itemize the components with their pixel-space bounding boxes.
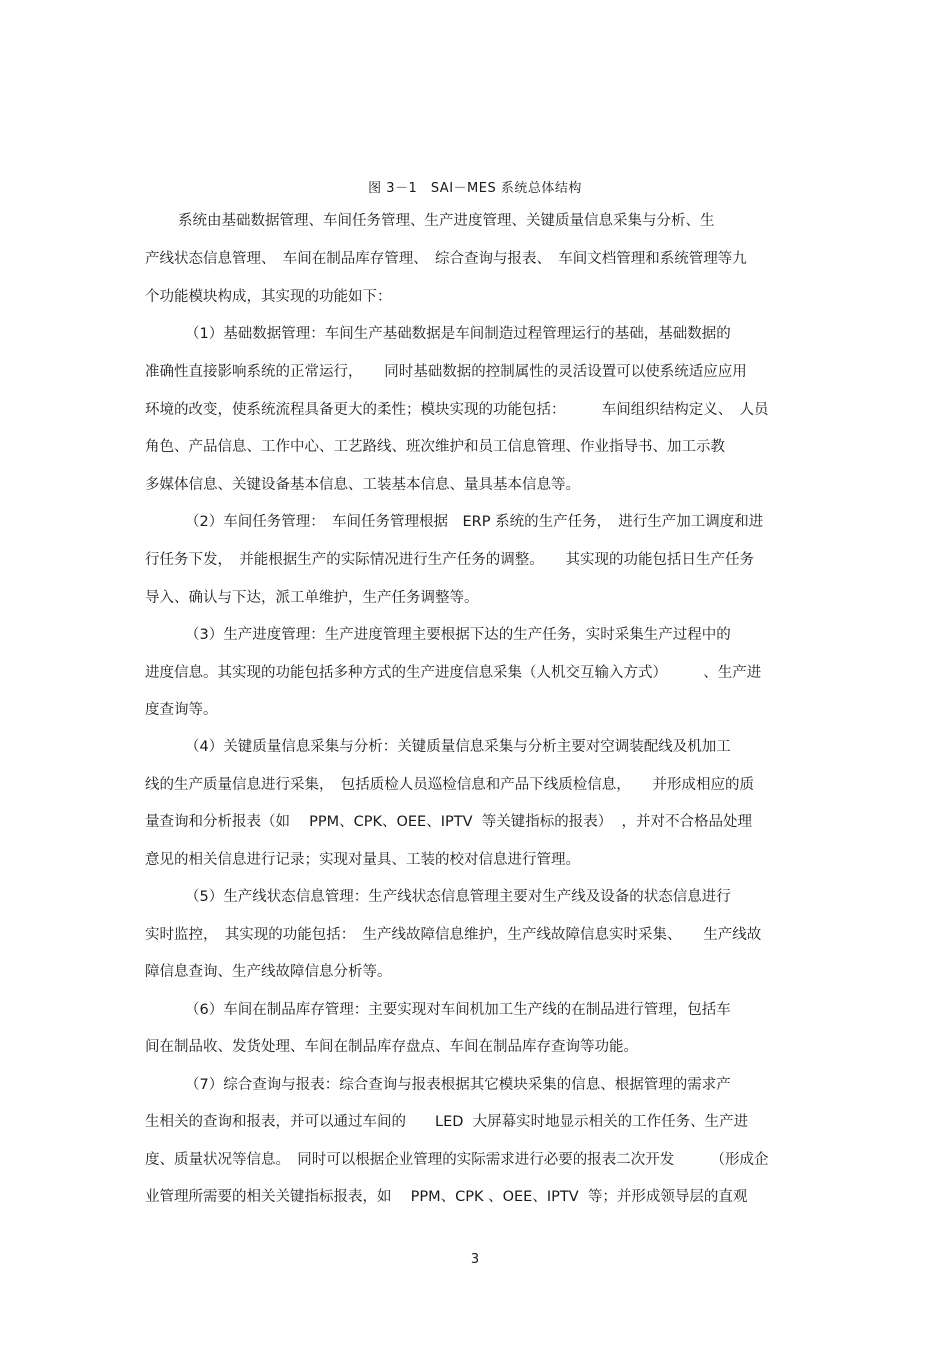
section-3-line: 进度信息。其实现的功能包括多种方式的生产进度信息采集（人机交互输入方式） 、生产进 — [145, 665, 762, 681]
section-4-line: （4）关键质量信息采集与分析：关键质量信息采集与分析主要对空调装配线及机加工 — [185, 739, 731, 755]
section-7-line: 生相关的查询和报表，并可以通过车间的 LED 大屏幕实时地显示相关的工作任务、生产进 — [145, 1114, 749, 1130]
figure-caption: 图 3－1 SAI－MES 系统总体结构 — [368, 181, 582, 196]
section-1-line: 多媒体信息、关键设备基本信息、工装基本信息、量具基本信息等。 — [145, 477, 580, 493]
section-6-line: 间在制品收、发货处理、车间在制品库存盘点、车间在制品库存查询等功能。 — [145, 1039, 638, 1055]
section-4-line: 量查询和分析报表（如 PPM、CPK、OEE、IPTV 等关键指标的报表） ，并对不合格品处理 — [145, 814, 752, 830]
section-3-line: 度查询等。 — [145, 702, 218, 718]
section-7-line: 业管理所需要的相关关键指标报表，如 PPM、CPK 、OEE、IPTV 等；并形成领导层的直观 — [145, 1189, 748, 1205]
section-7-line: 度、质量状况等信息。 同时可以根据企业管理的实际需求进行必要的报表二次开发 （形成企 — [145, 1152, 769, 1168]
section-4-line: 线的生产质量信息进行采集， 包括质检人员巡检信息和产品下线质检信息， 并形成相应的质 — [145, 777, 754, 793]
intro-line: 系统由基础数据管理、车间任务管理、生产进度管理、关键质量信息采集与分析、生 — [178, 213, 715, 229]
section-3-line: （3）生产进度管理：生产进度管理主要根据下达的生产任务，实时采集生产过程中的 — [185, 627, 731, 643]
intro-line: 产线状态信息管理、 车间在制品库存管理、 综合查询与报表、 车间文档管理和系统管理等九 — [145, 251, 747, 267]
section-6-line: （6）车间在制品库存管理：主要实现对车间机加工生产线的在制品进行管理，包括车 — [185, 1002, 731, 1018]
section-1-line: 准确性直接影响系统的正常运行， 同时基础数据的控制属性的灵活设置可以使系统适应应用 — [145, 364, 747, 380]
section-1-line: 角色、产品信息、工作中心、工艺路线、班次维护和员工信息管理、作业指导书、加工示教 — [145, 439, 725, 455]
section-1-line: 环境的改变，使系统流程具备更大的柔性；模块实现的功能包括： 车间组织结构定义、 人员 — [145, 402, 769, 418]
section-1-line: （1）基础数据管理：车间生产基础数据是车间制造过程管理运行的基础，基础数据的 — [185, 326, 731, 342]
section-4-line: 意见的相关信息进行记录；实现对量具、工装的校对信息进行管理。 — [145, 852, 580, 868]
section-5-line: 障信息查询、生产线故障信息分析等。 — [145, 964, 392, 980]
section-5-line: （5）生产线状态信息管理：生产线状态信息管理主要对生产线及设备的状态信息进行 — [185, 889, 731, 905]
intro-line: 个功能模块构成，其实现的功能如下： — [145, 289, 392, 305]
section-2-line: 导入、确认与下达，派工单维护，生产任务调整等。 — [145, 590, 479, 606]
section-5-line: 实时监控， 其实现的功能包括： 生产线故障信息维护，生产线故障信息实时采集、 生产线故 — [145, 927, 762, 943]
section-7-line: （7）综合查询与报表：综合查询与报表根据其它模块采集的信息、根据管理的需求产 — [185, 1077, 731, 1093]
section-2-line: 行任务下发， 并能根据生产的实际情况进行生产任务的调整。 其实现的功能包括日生产任务 — [145, 552, 754, 568]
page-number: 3 — [470, 1252, 480, 1267]
section-2-line: （2）车间任务管理： 车间任务管理根据 ERP 系统的生产任务， 进行生产加工调度和进 — [185, 514, 764, 530]
